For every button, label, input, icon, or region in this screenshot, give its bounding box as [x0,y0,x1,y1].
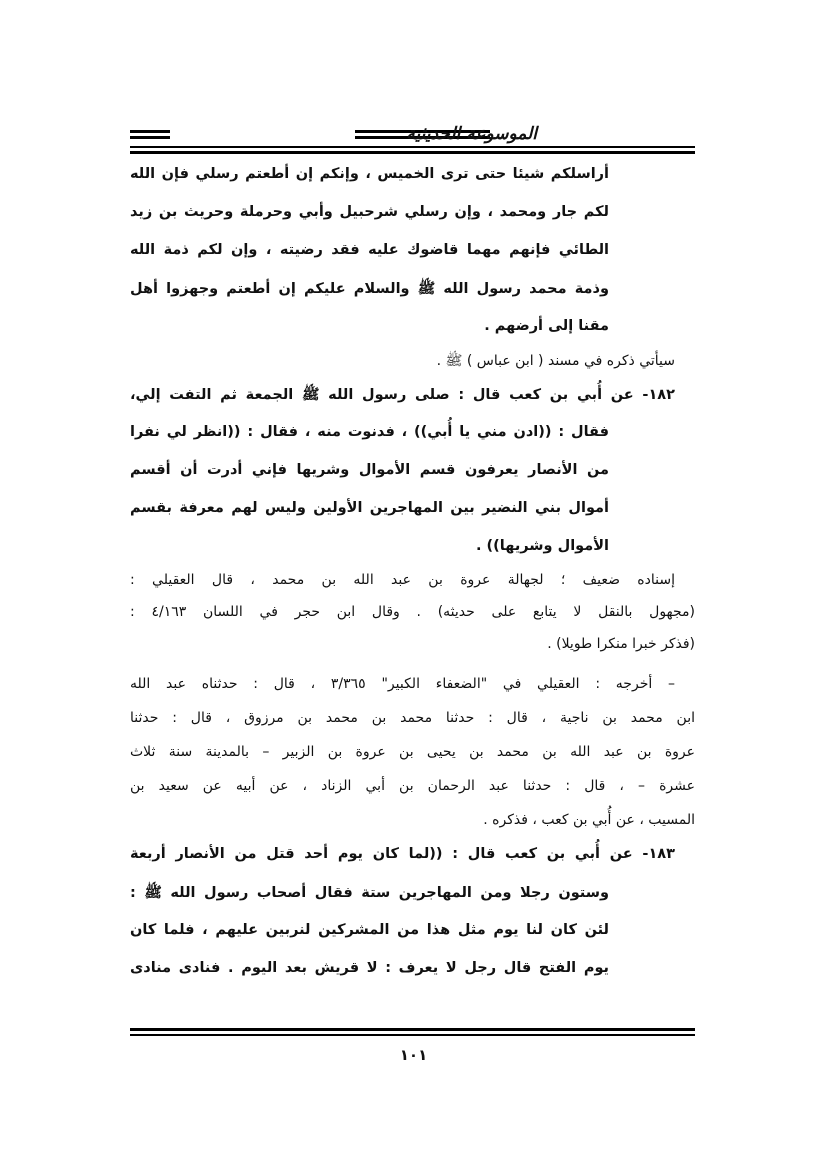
header-rule-right-top [130,130,170,133]
text-line: من الأنصار يعرفون قسم الأموال وشريها فإني أدرت أن أقسم [130,462,609,478]
text-line: (فذكر خبرا منكرا طويلا) . [547,636,695,652]
text-line: المسيب ، عن أُبي بن كعب ، فذكره . [483,812,695,828]
text-line: ابن محمد بن ناجية ، قال : حدثنا محمد بن محمد بن مرزوق ، قال : حدثنا [130,710,695,726]
header-rule-full-top [130,146,695,148]
header-rule-full-bottom [130,151,695,154]
footer-rule-top [130,1028,695,1031]
text-line: عروة بن عبد الله بن محمد بن يحيى بن عروة بن الزبير – بالمدينة سنة ثلاث [130,744,695,760]
text-line: أموال بني النضير بين المهاجرين الأولين وليس لهم معرفة بقسم [130,500,609,516]
footer-rule [130,1028,695,1038]
header-rule-right-bottom [130,136,170,139]
text-line: أراسلكم شيئا حتى ترى الخميس ، وإنكم إن أطعتم رسلي فإن الله [130,166,609,182]
text-line: سيأتي ذكره في مسند ( ابن عباس ) ﷺ . [436,353,675,369]
text-line: لكم جار ومحمد ، وإن رسلي شرحبيل وأبي وحرملة وحريث بن زيد [130,204,609,220]
hadith-182-line: ١٨٢- عن أُبي بن كعب قال : صلى رسول الله ﷺ الجمعة ثم التفت إلي، [130,387,675,403]
page-header [130,120,695,160]
text-line: وذمة محمد رسول الله ﷺ والسلام عليكم إن أطعتم وجهزوا أهل [130,281,609,297]
text-line: فقال : ((ادن مني يا أُبي)) ، فدنوت منه ، فقال : ((انظر لي نفرا [130,424,609,440]
text-line: – أخرجه : العقيلي في "الضعفاء الكبير" ٣/٣٦٥ ، قال : حدثناه عبد الله [130,676,675,692]
text-line: مقنا إلى أرضهم . [484,318,609,334]
text-line: الطائي فإنهم مهما قاضوك عليه فقد رضيته ، وإن لكم ذمة الله [130,242,609,258]
text-line: إسناده ضعيف ؛ لجهالة عروة بن عبد الله بن محمد ، قال العقيلي : [130,572,675,588]
text-line: (مجهول بالنقل لا يتابع على حديثه) . وقال ابن حجر في اللسان ٤/١٦٣ : [130,604,696,620]
text-line: وستون رجلا ومن المهاجرين ستة فقال أصحاب رسول الله ﷺ : [130,885,609,901]
text-line: لئن كان لنا يوم مثل هذا من المشركين لنربين عليهم ، فلما كان [130,922,609,938]
text-line: عشرة – ، قال : حدثنا عبد الرحمان بن أبي الزناد ، عن أبيه عن سعيد بن [130,778,695,794]
text-line: الأموال وشريها)) . [476,538,609,554]
hadith-183-line: ١٨٣- عن أُبي بن كعب قال : ((لما كان يوم أحد قتل من الأنصار أربعة [130,846,675,862]
running-title: الموسوعة الحديثية [406,124,537,144]
page-number: ١٠١ [399,1046,428,1064]
footer-rule-bottom [130,1034,695,1036]
text-line: يوم الفتح قال رجل لا يعرف : لا قريش بعد اليوم . فنادى منادى [130,960,609,976]
